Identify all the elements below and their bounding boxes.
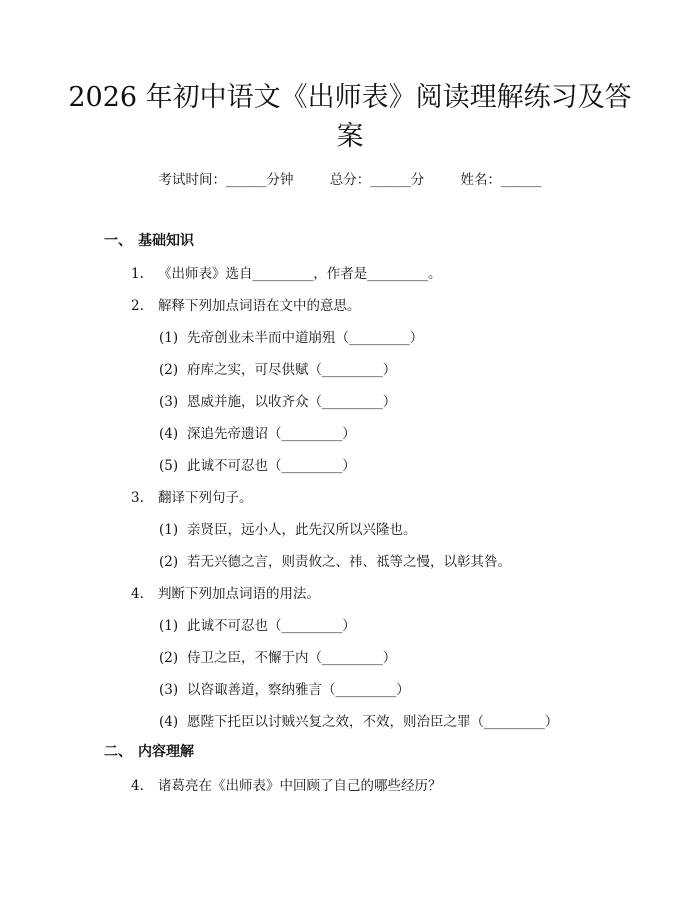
section-heading xyxy=(104,230,194,250)
sub-item xyxy=(159,646,396,666)
sub-item-number: (4) xyxy=(159,714,179,730)
document-title: 2026 年初中语文《出师表》阅读理解练习及答案 xyxy=(68,82,632,152)
sub-item-number: (1) xyxy=(159,618,179,634)
sub-item-number: (2) xyxy=(159,554,179,570)
total-score: 总分：______分 xyxy=(329,172,425,188)
question-text: 诸葛亮在《出师表》中回顾了自己的哪些经历？ xyxy=(158,778,442,794)
sub-item xyxy=(159,678,410,698)
sub-item-text: 亲贤臣，远小人，此先汉所以兴隆也。 xyxy=(187,522,417,538)
sub-item-number: (3) xyxy=(159,394,179,410)
sub-item xyxy=(159,454,356,474)
section-title: 基础知识 xyxy=(138,233,194,249)
question-text: 解释下列加点词语在文中的意思。 xyxy=(158,298,361,314)
question xyxy=(131,582,320,602)
sub-item-number: (2) xyxy=(159,650,179,666)
sub-item-text: 府库之实，可尽供赋（_________） xyxy=(187,362,397,378)
sub-item-number: (1) xyxy=(159,330,179,346)
sub-item xyxy=(159,614,356,634)
sub-item-number: (3) xyxy=(159,682,179,698)
question-text: 判断下列加点词语的用法。 xyxy=(158,586,320,602)
question-text: 翻译下列句子。 xyxy=(158,490,253,506)
sub-item xyxy=(159,358,396,378)
student-name: 姓名：______ xyxy=(460,172,542,188)
sub-item-number: (2) xyxy=(159,362,179,378)
question-number: 4. xyxy=(131,778,144,794)
sub-item-text: 愿陛下托臣以讨贼兴复之效，不效，则治臣之罪（_________） xyxy=(187,714,559,730)
sub-item xyxy=(159,390,396,410)
sub-item xyxy=(159,422,356,442)
sub-item-text: 此诚不可忍也（_________） xyxy=(187,618,356,634)
sub-item-text: 侍卫之臣，不懈于内（_________） xyxy=(187,650,397,666)
sub-item-number: (1) xyxy=(159,522,179,538)
question-number: 1. xyxy=(131,266,144,282)
question-number: 4. xyxy=(131,586,144,602)
sub-item-text: 此诚不可忍也（_________） xyxy=(187,458,356,474)
question-text: 《出师表》选自_________，作者是_________。 xyxy=(158,266,442,282)
sub-item-text: 深追先帝遗诏（_________） xyxy=(187,426,356,442)
question xyxy=(131,774,442,794)
sub-item-number: (4) xyxy=(159,426,179,442)
section-number: 二、 xyxy=(104,744,132,760)
sub-item xyxy=(159,710,558,730)
section-number: 一、 xyxy=(104,233,132,249)
sub-item-text: 以咨诹善道，察纳雅言（_________） xyxy=(187,682,410,698)
question xyxy=(131,262,442,282)
sub-item xyxy=(159,326,423,346)
section-heading xyxy=(104,741,194,761)
sub-item xyxy=(159,518,417,538)
question xyxy=(131,294,361,314)
question-number: 3. xyxy=(131,490,144,506)
question xyxy=(131,486,253,506)
sub-item-text: 先帝创业未半而中道崩殂（_________） xyxy=(187,330,424,346)
sub-item-text: 恩威并施，以收齐众（_________） xyxy=(187,394,397,410)
exam-info xyxy=(0,168,700,188)
sub-item xyxy=(159,550,511,570)
sub-item-text: 若无兴德之言，则责攸之、祎、祗等之慢，以彰其咎。 xyxy=(187,554,511,570)
section-title: 内容理解 xyxy=(138,744,194,760)
sub-item-number: (5) xyxy=(159,458,179,474)
question-number: 2. xyxy=(131,298,144,314)
exam-time: 考试时间：______分钟 xyxy=(158,172,294,188)
